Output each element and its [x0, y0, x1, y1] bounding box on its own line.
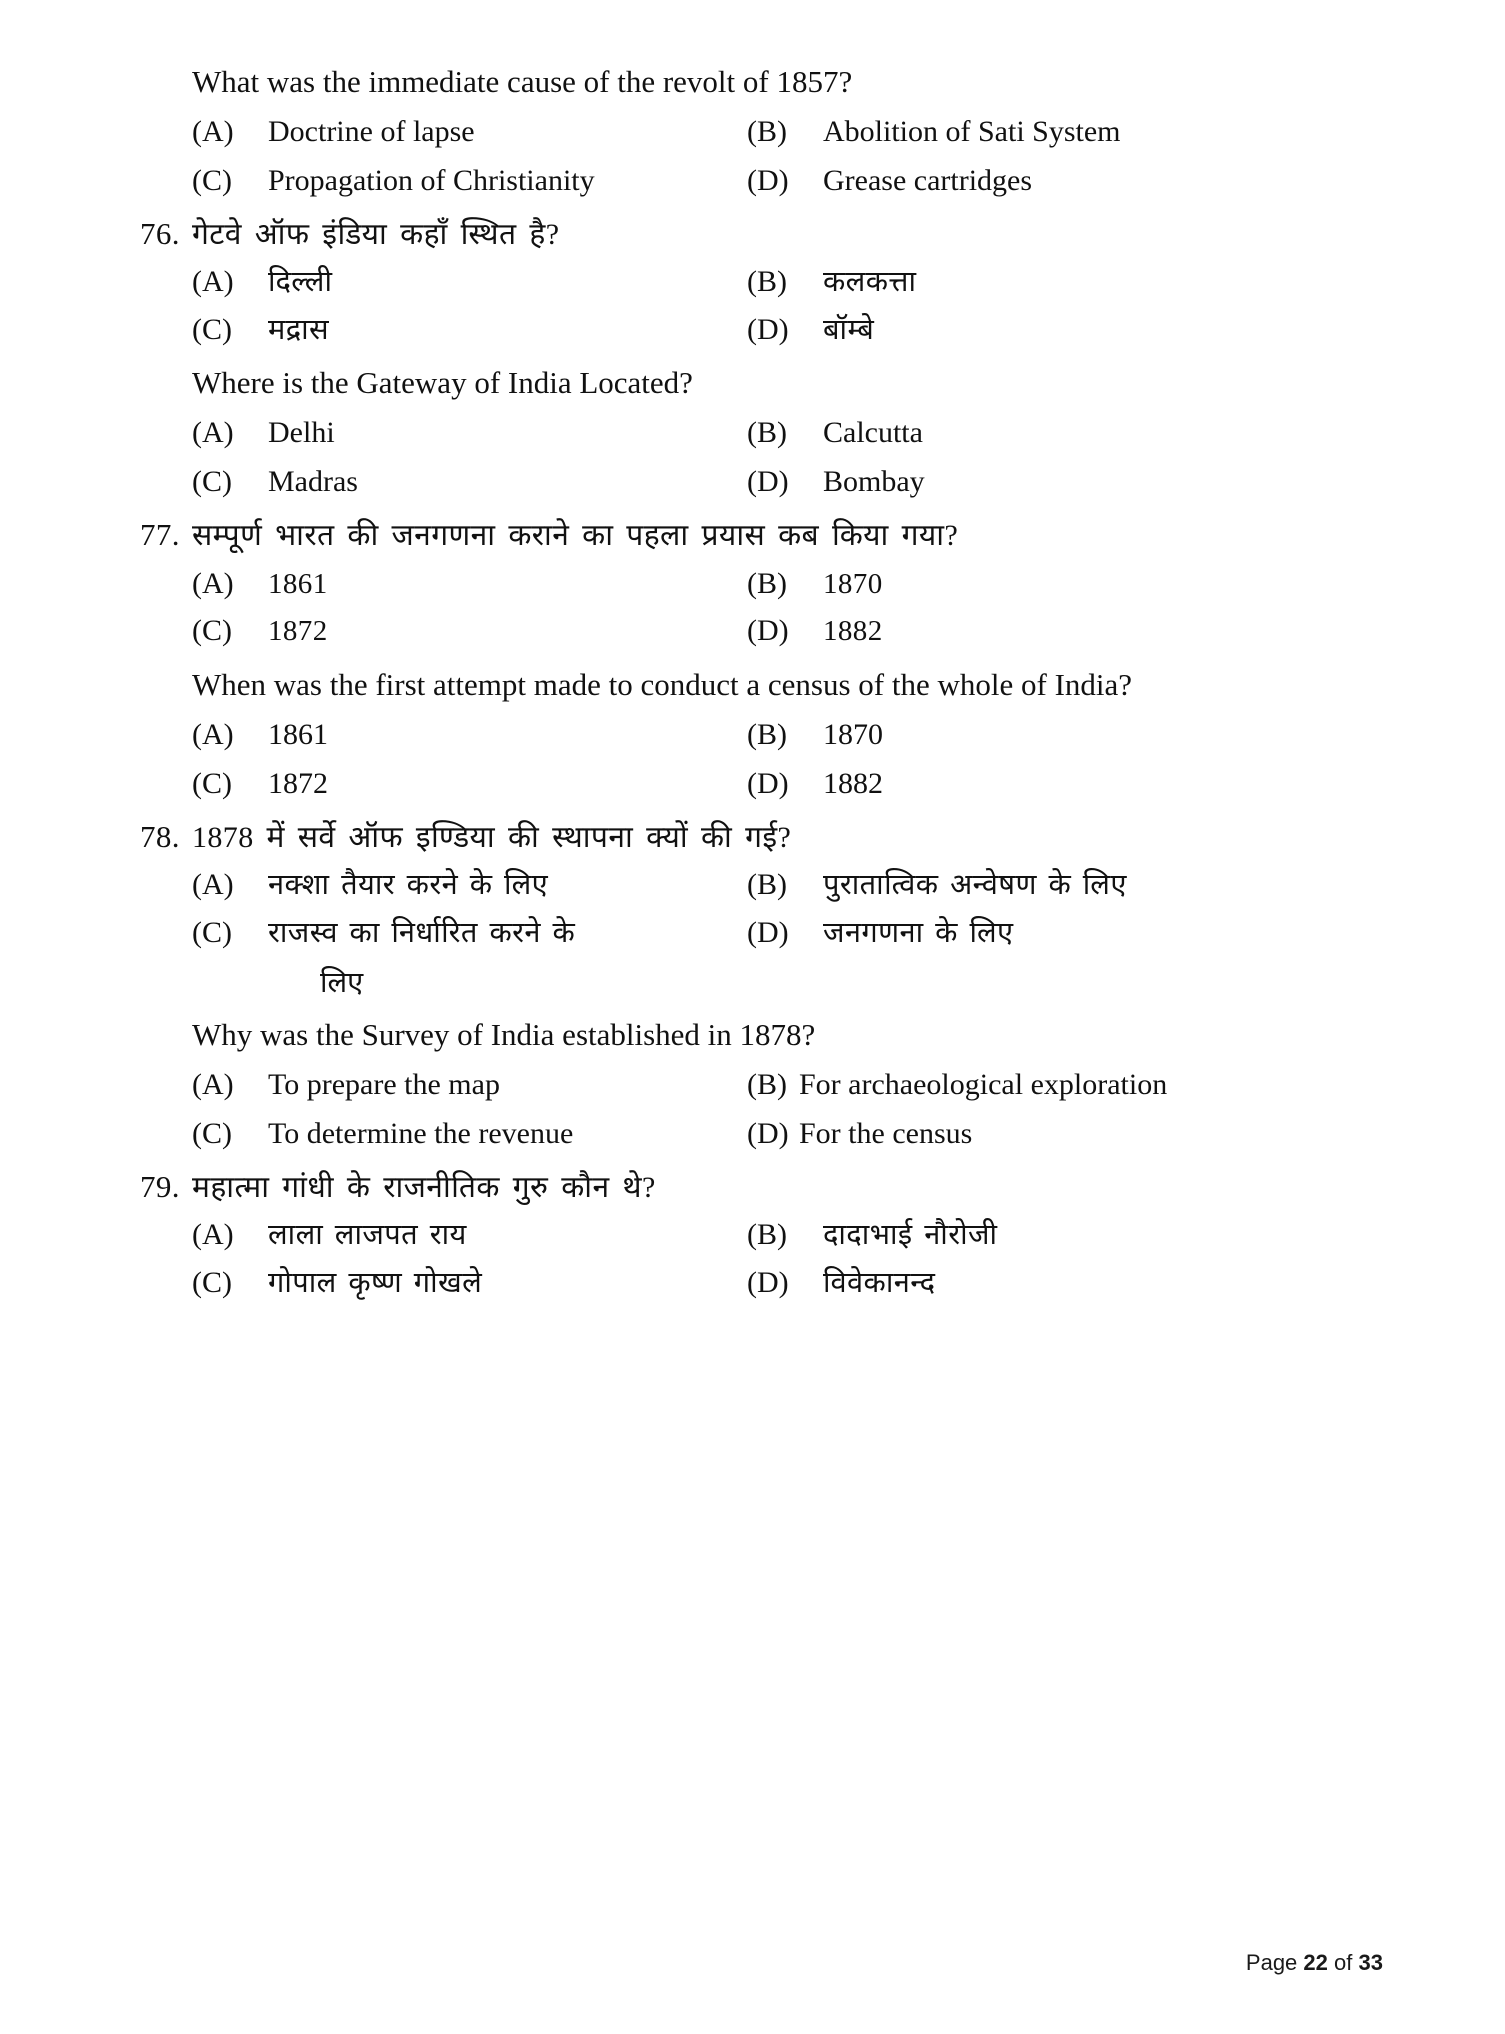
option-b[interactable] [747, 566, 1385, 604]
options-78-hindi [140, 867, 1385, 1001]
option-a[interactable] [192, 1065, 747, 1104]
option-value-c: 1872 [268, 615, 328, 648]
question-stem-78-english [140, 1015, 1385, 1055]
option-value-c: मद्रास [268, 313, 330, 346]
option-label-a: (A) [192, 1067, 234, 1101]
option-a[interactable] [192, 1217, 747, 1255]
option-row [192, 462, 1385, 501]
options-76-hindi [140, 264, 1385, 349]
option-value-c: Madras [268, 465, 358, 499]
option-c[interactable] [192, 764, 747, 803]
option-d[interactable] [747, 764, 1385, 803]
option-b[interactable] [747, 867, 1385, 905]
question-block-78-english [140, 1015, 1385, 1153]
question-text: सम्पूर्ण भारत की जनगणना कराने का पहला प्रयास कब किया गया? [192, 519, 959, 553]
option-value-a: Doctrine of lapse [268, 114, 475, 148]
option-label-b: (B) [747, 114, 787, 148]
option-value-c: राजस्व का निर्धारित करने के [268, 916, 576, 949]
option-row [192, 715, 1385, 754]
question-stem-78-hindi [140, 817, 1385, 857]
option-label-c: (C) [192, 915, 232, 949]
option-b[interactable] [747, 1217, 1385, 1255]
option-row [192, 161, 1385, 200]
question-text: गेटवे ऑफ इंडिया कहाँ स्थित है? [192, 217, 560, 251]
option-d[interactable] [747, 462, 1385, 501]
option-value-b: Calcutta [823, 416, 923, 450]
question-text: Why was the Survey of India established in 1878? [192, 1017, 816, 1053]
option-d[interactable] [747, 613, 1385, 651]
option-c[interactable] [192, 462, 747, 501]
option-label-a: (A) [192, 114, 234, 148]
option-c[interactable] [192, 1114, 747, 1153]
option-value-c: गोपाल कृष्ण गोखले [268, 1267, 483, 1300]
option-row [192, 1265, 1385, 1303]
option-b[interactable] [747, 715, 1385, 754]
question-stem-77-hindi [140, 515, 1385, 555]
option-b[interactable] [747, 264, 1385, 302]
option-value-c: Propagation of Christianity [268, 163, 595, 197]
option-label-d: (D) [747, 163, 789, 197]
option-value-d: 1882 [823, 766, 883, 800]
option-row [192, 1114, 1385, 1153]
option-row [192, 566, 1385, 604]
footer-middle: of [1334, 1950, 1353, 1975]
option-d[interactable] [747, 312, 1385, 350]
option-label-a: (A) [192, 566, 234, 600]
question-block-75-english [140, 62, 1385, 200]
question-text: 1878 में सर्वे ऑफ इण्डिया की स्थापना क्यों की गई? [192, 820, 792, 854]
option-label-c: (C) [192, 614, 232, 648]
question-number-77: 77. [140, 517, 180, 553]
footer-page-number: 22 [1303, 1950, 1328, 1975]
option-b[interactable] [747, 112, 1385, 151]
option-label-c: (C) [192, 163, 232, 197]
option-value-a: Delhi [268, 416, 335, 450]
option-value-b: दादाभाई नौरोजी [823, 1219, 998, 1252]
option-label-c: (C) [192, 465, 232, 499]
option-label-b: (B) [747, 867, 787, 901]
option-label-b: (B) [747, 1218, 787, 1252]
question-block-77-hindi [140, 515, 1385, 651]
question-block-76-english [140, 363, 1385, 501]
option-a[interactable] [192, 413, 747, 452]
options-78-english [140, 1065, 1385, 1153]
option-value-b: पुरातात्विक अन्वेषण के लिए [823, 868, 1127, 901]
options-77-english [140, 715, 1385, 803]
option-label-b: (B) [747, 1067, 787, 1101]
option-b[interactable] [747, 1065, 1385, 1104]
option-value-d: जनगणना के लिए [823, 916, 1014, 949]
page-footer [1246, 1950, 1383, 1976]
option-value-b: कलकत्ता [823, 266, 917, 299]
option-value-a: To prepare the map [268, 1067, 500, 1101]
option-label-a: (A) [192, 867, 234, 901]
option-d[interactable] [747, 1114, 1385, 1153]
option-row [192, 764, 1385, 803]
option-value-b: 1870 [823, 717, 883, 751]
option-label-d: (D) [747, 766, 789, 800]
question-stem-76-english [140, 363, 1385, 403]
option-row [192, 1217, 1385, 1255]
options-76-english [140, 413, 1385, 501]
option-value-b: Abolition of Sati System [823, 114, 1121, 148]
option-label-d: (D) [747, 465, 789, 499]
option-value-a: नक्शा तैयार करने के लिए [268, 868, 549, 901]
option-a[interactable] [192, 867, 747, 905]
option-value-c: To determine the revenue [268, 1116, 574, 1150]
question-block-77-english [140, 665, 1385, 803]
option-value-a: 1861 [268, 717, 328, 751]
option-label-d: (D) [747, 614, 789, 648]
option-label-b: (B) [747, 416, 787, 450]
option-value-a: दिल्ली [268, 266, 333, 299]
option-a[interactable] [192, 715, 747, 754]
option-c[interactable] [192, 613, 747, 651]
option-value-d: विवेकानन्द [823, 1267, 936, 1300]
option-label-d: (D) [747, 312, 789, 346]
options-75-english [140, 112, 1385, 200]
option-value-d: बॉम्बे [823, 313, 875, 346]
option-d[interactable] [747, 915, 1385, 953]
option-row [192, 264, 1385, 302]
option-c[interactable] [192, 312, 747, 350]
option-row [192, 867, 1385, 905]
option-a[interactable] [192, 112, 747, 151]
option-label-c: (C) [192, 1266, 232, 1300]
option-value-a: 1861 [268, 567, 328, 600]
option-value-b: For archaeological exploration [799, 1067, 1168, 1101]
option-c[interactable] [192, 161, 747, 200]
option-d[interactable] [747, 1265, 1385, 1303]
option-label-d: (D) [747, 1266, 789, 1300]
option-row [192, 312, 1385, 350]
question-text: Where is the Gateway of India Located? [192, 365, 693, 401]
option-value-a: लाला लाजपत राय [268, 1219, 467, 1252]
options-77-hindi [140, 566, 1385, 651]
option-label-a: (A) [192, 265, 234, 299]
option-label-a: (A) [192, 1218, 234, 1252]
option-label-a: (A) [192, 717, 234, 751]
option-value-c: 1872 [268, 766, 328, 800]
option-b[interactable] [747, 413, 1385, 452]
question-block-79-hindi [140, 1167, 1385, 1303]
option-d[interactable] [747, 161, 1385, 200]
question-block-78-hindi [140, 817, 1385, 1002]
option-label-b: (B) [747, 566, 787, 600]
option-label-c: (C) [192, 1116, 232, 1150]
question-stem-77-english [140, 665, 1385, 705]
question-block-76-hindi [140, 214, 1385, 350]
footer-prefix: Page [1245, 1950, 1298, 1975]
option-label-b: (B) [747, 265, 787, 299]
option-value-b: 1870 [823, 567, 883, 600]
option-label-c: (C) [192, 766, 232, 800]
option-c[interactable] [192, 915, 747, 953]
option-label-c: (C) [192, 312, 232, 346]
option-row [192, 413, 1385, 452]
option-a[interactable] [192, 264, 747, 302]
option-value-d: Grease cartridges [823, 163, 1033, 197]
option-label-d: (D) [747, 915, 789, 949]
question-text: When was the first attempt made to conduct a census of the whole of India? [192, 666, 1133, 702]
option-c-continuation: लिए [320, 967, 364, 1000]
option-value-d: Bombay [823, 465, 925, 499]
question-text: What was the immediate cause of the revolt of 1857? [192, 64, 853, 99]
question-stem-76-hindi [140, 214, 1385, 254]
option-c[interactable] [192, 1265, 747, 1303]
option-row [192, 112, 1385, 151]
question-text: महात्मा गांधी के राजनीतिक गुरु कौन थे? [192, 1170, 656, 1204]
option-label-b: (B) [747, 717, 787, 751]
footer-total-pages: 33 [1358, 1950, 1383, 1975]
option-row [192, 613, 1385, 651]
option-value-d: 1882 [823, 615, 883, 648]
option-row [192, 1065, 1385, 1104]
question-stem-79-hindi [140, 1167, 1385, 1207]
option-label-d: (D) [747, 1116, 789, 1150]
question-number-78: 78. [140, 818, 180, 854]
option-a[interactable] [192, 566, 747, 604]
question-number-79: 79. [140, 1168, 180, 1204]
option-label-a: (A) [192, 416, 234, 450]
option-row [192, 915, 1385, 953]
question-number-76: 76. [140, 215, 180, 251]
options-79-hindi [140, 1217, 1385, 1302]
option-value-d: For the census [799, 1116, 973, 1150]
question-stem-75-english [140, 62, 1385, 102]
